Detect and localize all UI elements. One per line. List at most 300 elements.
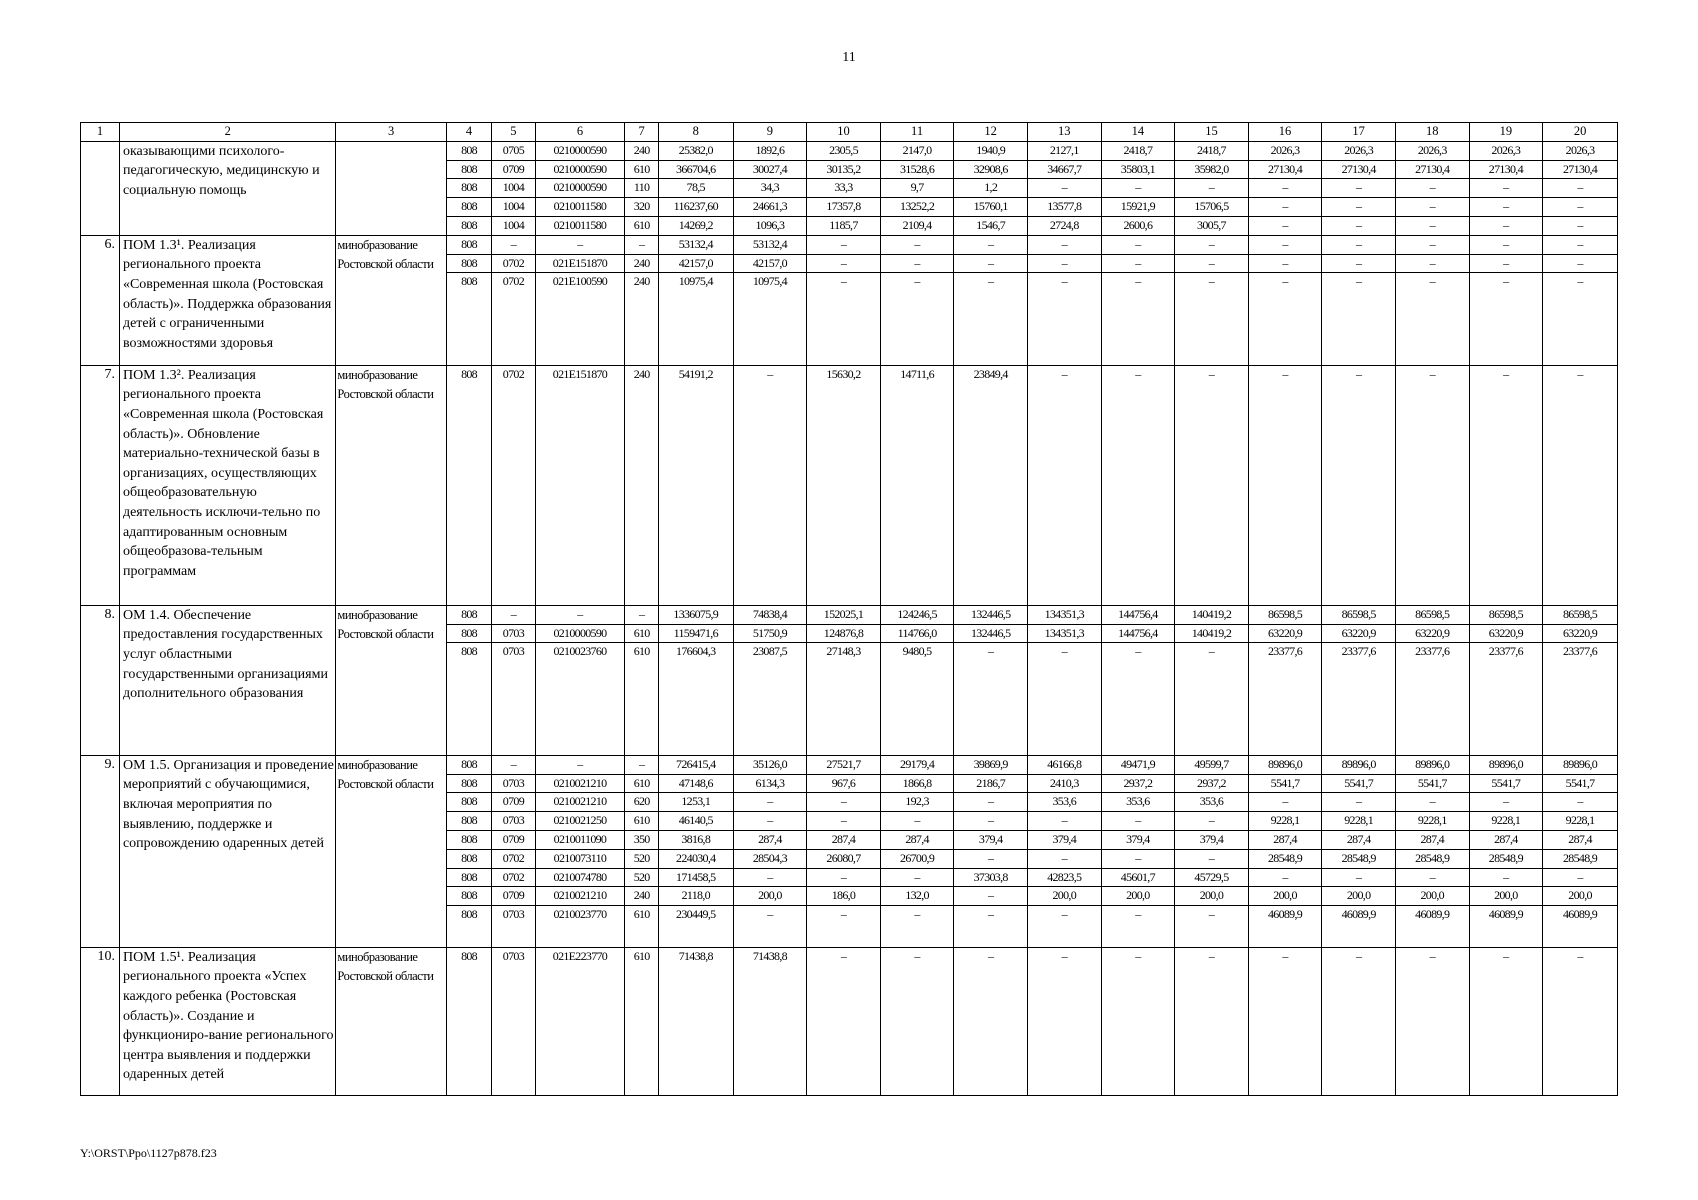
table-cell: – [1395, 868, 1469, 887]
table-cell: 30135,2 [807, 160, 881, 179]
table-cell: – [880, 254, 954, 273]
table-cell: 63220,9 [1248, 624, 1322, 643]
table-cell: – [1543, 216, 1618, 235]
table-row [81, 947, 1618, 1095]
table-cell: 2418,7 [1101, 141, 1175, 160]
table-cell: 0709 [492, 160, 535, 179]
table-cell: – [807, 273, 881, 365]
table-cell: 14269,2 [658, 216, 733, 235]
table-cell: – [1027, 947, 1101, 1095]
table-cell: 23377,6 [1469, 643, 1543, 755]
table-cell: 134351,3 [1027, 624, 1101, 643]
table-cell: – [492, 235, 535, 254]
table-cell: 808 [446, 235, 491, 254]
table-cell: 610 [625, 624, 659, 643]
table-cell: 2109,4 [880, 216, 954, 235]
table-cell: 34,3 [733, 179, 807, 198]
table-cell: 132,0 [880, 887, 954, 906]
table-cell: 967,6 [807, 774, 881, 793]
table-cell: – [807, 868, 881, 887]
table-cell: – [733, 793, 807, 812]
table-cell: 287,4 [733, 830, 807, 849]
table-cell: 200,0 [1175, 887, 1249, 906]
table-cell: 610 [625, 774, 659, 793]
table-cell: – [1101, 273, 1175, 365]
column-header: 16 [1248, 123, 1322, 142]
table-cell: 49599,7 [1175, 755, 1249, 774]
table-cell: 78,5 [658, 179, 733, 198]
table-cell: 0703 [492, 906, 535, 948]
table-cell: 89896,0 [1322, 755, 1396, 774]
table-cell: 520 [625, 849, 659, 868]
table-cell: 0210000590 [535, 179, 625, 198]
table-cell: 86598,5 [1395, 605, 1469, 624]
table-cell: 1940,9 [954, 141, 1028, 160]
table-cell: 808 [446, 830, 491, 849]
table-cell: 808 [446, 624, 491, 643]
table-cell: 1336075,9 [658, 605, 733, 624]
table-cell: 28548,9 [1248, 849, 1322, 868]
table-cell: 2026,3 [1395, 141, 1469, 160]
table-cell: – [807, 254, 881, 273]
column-header: 1 [81, 123, 120, 142]
table-cell: 287,4 [1322, 830, 1396, 849]
table-cell: – [1101, 906, 1175, 948]
table-cell: 1,2 [954, 179, 1028, 198]
table-row [81, 365, 1618, 605]
table-cell: 200,0 [1248, 887, 1322, 906]
table-cell: 808 [446, 793, 491, 812]
table-cell: 1892,6 [733, 141, 807, 160]
table-cell: 520 [625, 868, 659, 887]
table-cell: 6134,3 [733, 774, 807, 793]
table-cell: 0210073110 [535, 849, 625, 868]
table-cell: 27521,7 [807, 755, 881, 774]
table-cell: 27130,4 [1469, 160, 1543, 179]
table-cell: 25382,0 [658, 141, 733, 160]
table-cell: 114766,0 [880, 624, 954, 643]
table-cell: 1866,8 [880, 774, 954, 793]
table-cell: – [1248, 365, 1322, 605]
table-cell: – [1469, 273, 1543, 365]
table-cell: – [733, 365, 807, 605]
table-cell: – [1543, 254, 1618, 273]
table-cell: – [625, 755, 659, 774]
table-cell: 1004 [492, 179, 535, 198]
table-cell: 379,4 [1101, 830, 1175, 849]
table-cell: 021E100590 [535, 273, 625, 365]
table-cell: 0709 [492, 887, 535, 906]
table-cell: 132446,5 [954, 605, 1028, 624]
table-cell: 200,0 [1395, 887, 1469, 906]
column-header: 4 [446, 123, 491, 142]
table-cell: – [535, 235, 625, 254]
table-cell: – [1101, 235, 1175, 254]
table-cell: 13577,8 [1027, 198, 1101, 217]
table-cell: 110 [625, 179, 659, 198]
table-cell: 171458,5 [658, 868, 733, 887]
table-cell: – [1101, 179, 1175, 198]
row-number: 8. [81, 605, 120, 755]
table-cell: – [1469, 793, 1543, 812]
table-cell: 240 [625, 254, 659, 273]
table-cell: 35803,1 [1101, 160, 1175, 179]
table-cell: – [1101, 254, 1175, 273]
table-cell: 2026,3 [1469, 141, 1543, 160]
table-cell: 200,0 [1322, 887, 1396, 906]
row-number: 9. [81, 755, 120, 947]
table-cell: – [1248, 179, 1322, 198]
table-cell: 0210000590 [535, 624, 625, 643]
table-cell: – [1175, 849, 1249, 868]
table-cell: 808 [446, 812, 491, 831]
table-cell: 74838,4 [733, 605, 807, 624]
table-cell: 28504,3 [733, 849, 807, 868]
table-cell: 9480,5 [880, 643, 954, 755]
table-cell: 240 [625, 365, 659, 605]
table-cell: – [1027, 273, 1101, 365]
table-cell: – [1027, 906, 1101, 948]
table-cell: – [1248, 254, 1322, 273]
table-cell: 49471,9 [1101, 755, 1175, 774]
table-cell: 9228,1 [1322, 812, 1396, 831]
table-cell: – [1248, 216, 1322, 235]
table-cell: 3005,7 [1175, 216, 1249, 235]
table-cell: 37303,8 [954, 868, 1028, 887]
table-cell: 42157,0 [733, 254, 807, 273]
table-cell: 140419,2 [1175, 624, 1249, 643]
table-cell: 0702 [492, 273, 535, 365]
table-cell: 808 [446, 160, 491, 179]
table-cell: 0210074780 [535, 868, 625, 887]
table-cell: – [1248, 947, 1322, 1095]
table-cell: 89896,0 [1248, 755, 1322, 774]
table-cell: 0703 [492, 774, 535, 793]
table-cell: 144756,4 [1101, 605, 1175, 624]
column-header: 20 [1543, 123, 1618, 142]
table-cell: 9228,1 [1395, 812, 1469, 831]
table-cell: 5541,7 [1543, 774, 1618, 793]
table-cell: 3816,8 [658, 830, 733, 849]
table-cell: 31528,6 [880, 160, 954, 179]
table-cell: 46089,9 [1469, 906, 1543, 948]
table-cell: 0703 [492, 643, 535, 755]
page-number: 11 [842, 50, 856, 65]
table-cell: 0210011580 [535, 198, 625, 217]
table-cell: 808 [446, 887, 491, 906]
table-cell: 0702 [492, 365, 535, 605]
table-cell: 2026,3 [1543, 141, 1618, 160]
measure-name: ПОМ 1.3². Реализация регионального проекта «Современная школа (Ростовская область)». Обновление материально-технической базы в организациях, осуществляющих общеобразовательную деятельность исключи-тельно по адаптированным основным общеобразова-тельным программам [119, 365, 335, 605]
table-cell: – [1543, 198, 1618, 217]
table-cell: 610 [625, 643, 659, 755]
table-cell: 1253,1 [658, 793, 733, 812]
table-cell: 27130,4 [1395, 160, 1469, 179]
table-cell: 30027,4 [733, 160, 807, 179]
table-cell: 9228,1 [1248, 812, 1322, 831]
table-cell: 0210023770 [535, 906, 625, 948]
column-header: 10 [807, 123, 881, 142]
table-cell: – [733, 906, 807, 948]
table-cell: – [1101, 947, 1175, 1095]
budget-table [80, 122, 1618, 1096]
table-cell: 2026,3 [1248, 141, 1322, 160]
measure-name: ПОМ 1.3¹. Реализация регионального проекта «Современная школа (Ростовская область)». Поддержка образования детей с ограниченными возможностями здоровья [119, 235, 335, 365]
table-cell: 35126,0 [733, 755, 807, 774]
table-cell: 021E151870 [535, 365, 625, 605]
table-cell: 71438,8 [733, 947, 807, 1095]
table-cell: 33,3 [807, 179, 881, 198]
table-cell: 808 [446, 906, 491, 948]
table-cell: – [1395, 216, 1469, 235]
table-cell: 27130,4 [1248, 160, 1322, 179]
table-cell: 610 [625, 160, 659, 179]
table-cell: 176604,3 [658, 643, 733, 755]
table-cell: 45729,5 [1175, 868, 1249, 887]
table-cell: – [807, 947, 881, 1095]
table-cell: 28548,9 [1543, 849, 1618, 868]
table-cell: 0210021210 [535, 774, 625, 793]
row-number [81, 141, 120, 235]
table-cell: – [1395, 254, 1469, 273]
table-cell: 2937,2 [1101, 774, 1175, 793]
table-cell: 192,3 [880, 793, 954, 812]
table-cell: 240 [625, 887, 659, 906]
table-cell: 27130,4 [1322, 160, 1396, 179]
table-cell: – [1175, 179, 1249, 198]
table-cell: – [1322, 179, 1396, 198]
table-cell: – [492, 605, 535, 624]
table-cell: 186,0 [807, 887, 881, 906]
table-cell: 10975,4 [733, 273, 807, 365]
table-cell: 620 [625, 793, 659, 812]
table-cell: 0210000590 [535, 141, 625, 160]
table-cell: 2026,3 [1322, 141, 1396, 160]
table-cell: 10975,4 [658, 273, 733, 365]
table-cell: 0709 [492, 793, 535, 812]
table-cell: 1004 [492, 216, 535, 235]
table-cell: 1185,7 [807, 216, 881, 235]
table-cell: – [954, 849, 1028, 868]
table-cell: – [1469, 254, 1543, 273]
table-cell: 224030,4 [658, 849, 733, 868]
column-header: 13 [1027, 123, 1101, 142]
table-cell: – [1322, 216, 1396, 235]
table-cell: 63220,9 [1395, 624, 1469, 643]
column-header: 7 [625, 123, 659, 142]
table-cell: – [1395, 179, 1469, 198]
table-cell: – [880, 812, 954, 831]
table-cell: 32908,6 [954, 160, 1028, 179]
table-cell: 46089,9 [1395, 906, 1469, 948]
responsible-executor [336, 141, 446, 235]
table-cell: – [1543, 793, 1618, 812]
table-cell: 353,6 [1101, 793, 1175, 812]
responsible-executor: минобразование Ростовской области [336, 365, 446, 605]
table-cell: 808 [446, 849, 491, 868]
table-cell: 2118,0 [658, 887, 733, 906]
table-cell: – [1248, 793, 1322, 812]
row-number: 6. [81, 235, 120, 365]
table-cell: 0210021210 [535, 887, 625, 906]
table-cell: 200,0 [733, 887, 807, 906]
table-cell: – [1395, 365, 1469, 605]
table-cell: 89896,0 [1395, 755, 1469, 774]
table-cell: 47148,6 [658, 774, 733, 793]
table-cell: 46089,9 [1248, 906, 1322, 948]
column-header: 5 [492, 123, 535, 142]
column-header: 15 [1175, 123, 1249, 142]
table-cell: 0210000590 [535, 160, 625, 179]
table-cell: – [1395, 235, 1469, 254]
table-cell: – [1322, 947, 1396, 1095]
table-cell: – [1175, 906, 1249, 948]
table-cell: 152025,1 [807, 605, 881, 624]
column-header: 17 [1322, 123, 1396, 142]
table-cell: – [1322, 235, 1396, 254]
column-header: 8 [658, 123, 733, 142]
table-row [81, 755, 1618, 774]
table-cell: – [1027, 179, 1101, 198]
table-cell: – [1322, 273, 1396, 365]
table-cell: 1096,3 [733, 216, 807, 235]
table-cell: 808 [446, 774, 491, 793]
column-header: 14 [1101, 123, 1175, 142]
table-cell: 29179,4 [880, 755, 954, 774]
table-cell: 0703 [492, 947, 535, 1095]
table-cell: – [1175, 273, 1249, 365]
table-cell: 353,6 [1175, 793, 1249, 812]
table-cell: 200,0 [1543, 887, 1618, 906]
table-cell: 0210011580 [535, 216, 625, 235]
responsible-executor: минобразование Ростовской области [336, 755, 446, 947]
table-cell: 23377,6 [1322, 643, 1396, 755]
table-cell: – [1175, 235, 1249, 254]
table-cell: 45601,7 [1101, 868, 1175, 887]
table-cell: – [954, 273, 1028, 365]
table-cell: 63220,9 [1543, 624, 1618, 643]
table-cell: – [954, 947, 1028, 1095]
measure-name: ОМ 1.4. Обеспечение предоставления государственных услуг областными государственными организациями дополнительного образования [119, 605, 335, 755]
table-cell: 26080,7 [807, 849, 881, 868]
table-cell: 379,4 [954, 830, 1028, 849]
table-cell: 86598,5 [1322, 605, 1396, 624]
table-cell: 200,0 [1027, 887, 1101, 906]
table-cell: – [1027, 812, 1101, 831]
table-cell: 53132,4 [733, 235, 807, 254]
table-cell: 2147,0 [880, 141, 954, 160]
table-cell: – [1101, 849, 1175, 868]
table-cell: 2418,7 [1175, 141, 1249, 160]
table-cell: 63220,9 [1322, 624, 1396, 643]
table-cell: – [1101, 812, 1175, 831]
table-cell: 366704,6 [658, 160, 733, 179]
table-cell: – [880, 906, 954, 948]
table-cell: – [733, 868, 807, 887]
table-cell: – [1175, 254, 1249, 273]
row-number: 7. [81, 365, 120, 605]
table-cell: 0709 [492, 830, 535, 849]
table-cell: – [1175, 947, 1249, 1095]
table-cell: 0702 [492, 849, 535, 868]
table-cell: 5541,7 [1469, 774, 1543, 793]
table-cell: – [1248, 868, 1322, 887]
table-cell: 287,4 [1248, 830, 1322, 849]
table-cell: – [1395, 198, 1469, 217]
table-cell: 134351,3 [1027, 605, 1101, 624]
table-cell: 808 [446, 868, 491, 887]
table-cell: 610 [625, 906, 659, 948]
table-cell: 379,4 [1027, 830, 1101, 849]
table-cell: 808 [446, 254, 491, 273]
table-cell: 46166,8 [1027, 755, 1101, 774]
table-cell: 287,4 [880, 830, 954, 849]
table-cell: – [1469, 868, 1543, 887]
table-cell: 124876,8 [807, 624, 881, 643]
responsible-executor: минобразование Ростовской области [336, 947, 446, 1095]
table-cell: 320 [625, 198, 659, 217]
table-cell: 116237,60 [658, 198, 733, 217]
table-cell: – [1101, 643, 1175, 755]
table-cell: 2410,3 [1027, 774, 1101, 793]
table-cell: – [1248, 235, 1322, 254]
table-cell: – [1322, 868, 1396, 887]
table-cell: 0703 [492, 624, 535, 643]
table-cell: 2724,8 [1027, 216, 1101, 235]
table-cell: 0210021250 [535, 812, 625, 831]
table-cell: – [1322, 793, 1396, 812]
column-header: 3 [336, 123, 446, 142]
table-cell: 132446,5 [954, 624, 1028, 643]
table-cell: 86598,5 [1543, 605, 1618, 624]
table-cell: – [954, 643, 1028, 755]
table-cell: 13252,2 [880, 198, 954, 217]
table-cell: – [1027, 849, 1101, 868]
table-cell: 15760,1 [954, 198, 1028, 217]
table-cell: 26700,9 [880, 849, 954, 868]
table-cell: 240 [625, 273, 659, 365]
table-cell: – [1469, 216, 1543, 235]
table-cell: 808 [446, 365, 491, 605]
table-cell: 2186,7 [954, 774, 1028, 793]
table-cell: 23377,6 [1248, 643, 1322, 755]
table-cell: 124246,5 [880, 605, 954, 624]
table-cell: – [1027, 643, 1101, 755]
table-cell: 9228,1 [1469, 812, 1543, 831]
table-cell: 23087,5 [733, 643, 807, 755]
table-cell: 23849,4 [954, 365, 1028, 605]
table-cell: 2305,5 [807, 141, 881, 160]
table-cell: – [1027, 235, 1101, 254]
table-cell: – [1175, 365, 1249, 605]
table-cell: 200,0 [1469, 887, 1543, 906]
table-cell: – [1175, 643, 1249, 755]
table-cell: 63220,9 [1469, 624, 1543, 643]
table-cell: – [807, 235, 881, 254]
table-cell: 24661,3 [733, 198, 807, 217]
table-cell: – [954, 235, 1028, 254]
table-cell: 46089,9 [1543, 906, 1618, 948]
table-cell: – [807, 812, 881, 831]
table-cell: 808 [446, 198, 491, 217]
table-cell: 34667,7 [1027, 160, 1101, 179]
measure-name: оказывающими психолого-педагогическую, медицинскую и социальную помощь [119, 141, 335, 235]
table-cell: – [1027, 254, 1101, 273]
table-cell: 240 [625, 141, 659, 160]
table-cell: – [492, 755, 535, 774]
table-row [81, 235, 1618, 254]
table-cell: 353,6 [1027, 793, 1101, 812]
